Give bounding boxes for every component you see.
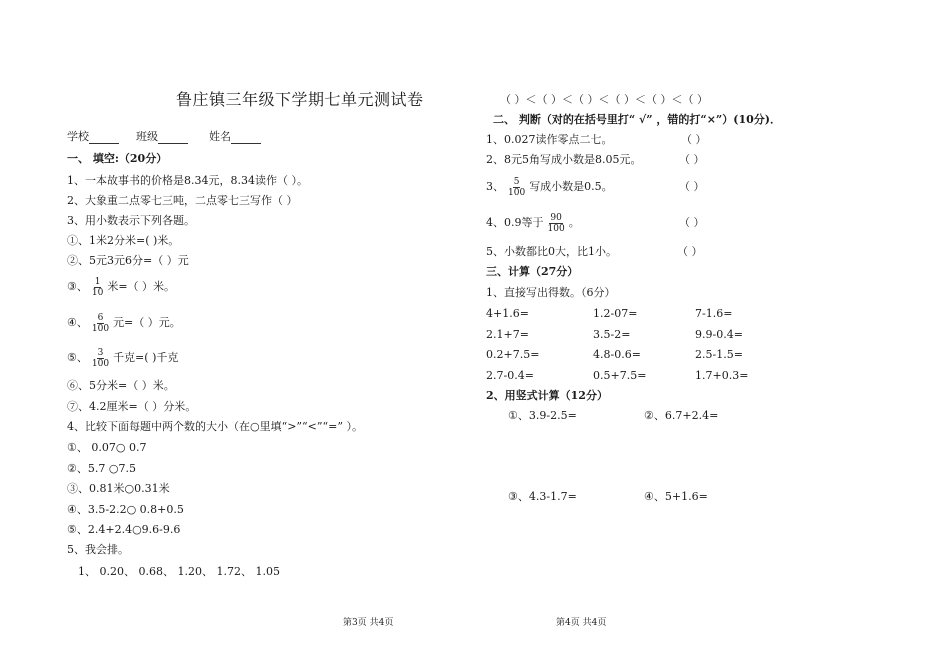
vertical-calc-4: ④、5+1.6= — [644, 490, 708, 503]
judge-3 — [486, 174, 613, 200]
question-4-1: ①、 0.07○ 0.7 — [67, 441, 147, 454]
question-4-2: ②、5.7 ○7.5 — [67, 462, 136, 475]
question-3-7: ⑦、4.2厘米=（ ）分米。 — [67, 400, 197, 413]
calc-item: 9.9-0.4= — [695, 328, 743, 341]
q3-3-prefix: ③、 — [67, 280, 88, 293]
judge-1 — [486, 133, 613, 147]
fraction-denominator: 100 — [547, 223, 565, 234]
judge-1-paren: （ ） — [681, 133, 707, 146]
section2-heading: 二、 判断（对的在括号里打“ √” ，错的打“×”）(10分)． — [493, 113, 781, 126]
fraction-denominator: 10 — [91, 287, 104, 298]
vertical-calc-2: ②、6.7+2.4= — [644, 409, 719, 422]
footer-right: 第4页 共4页 — [556, 618, 607, 628]
page-title: 鲁庄镇三年级下学期七单元测试卷 — [176, 90, 424, 109]
calc-item: 4+1.6= — [486, 307, 529, 320]
vertical-calc-3: ③、4.3-1.7= — [508, 490, 577, 503]
question-3-5 — [67, 345, 178, 371]
question-3-3 — [67, 274, 175, 300]
judge-3-paren: （ ） — [679, 180, 705, 193]
fraction — [91, 277, 104, 298]
judge-3-suffix: 写成小数是0.5。 — [529, 180, 613, 193]
calc-item: 2.7-0.4= — [486, 369, 534, 382]
question-4-3: ③、0.81米○0.31米 — [67, 482, 170, 495]
info-fields — [67, 130, 261, 144]
judge-1-text: 1、0.027读作零点二七。 — [486, 133, 613, 146]
question-3-1: ①、1米2分米=( )米。 — [67, 234, 180, 247]
fraction-numerator: 90 — [550, 212, 562, 223]
fraction-numerator: 1 — [94, 276, 101, 287]
fraction-numerator: 6 — [97, 312, 104, 323]
question-5-1: 1、 0.20、 0.68、 1.20、 1.72、 1.05 — [78, 565, 280, 578]
calc-2-heading: 2、用竖式计算（12分） — [486, 389, 608, 402]
judge-2-paren: （ ） — [679, 153, 705, 166]
q3-5-suffix: 千克=( )千克 — [113, 351, 179, 364]
order-line: （ ）＜（ ）＜（ ）＜（ ）＜（ ）＜（ ） — [500, 93, 708, 106]
judge-2: 2、8元5角写成小数是8.05元。 — [486, 153, 642, 166]
footer-left: 第3页 共4页 — [343, 618, 394, 628]
calc-item: 0.2+7.5= — [486, 348, 540, 361]
school-blank — [89, 132, 119, 144]
q3-5-prefix: ⑤、 — [67, 351, 88, 364]
fraction-denominator: 100 — [91, 323, 110, 334]
calc-item: 7-1.6= — [695, 307, 733, 320]
fraction-numerator: 3 — [97, 347, 104, 358]
question-3-6: ⑥、5分米=（ ）米。 — [67, 379, 175, 392]
judge-4 — [486, 210, 580, 236]
fraction — [547, 213, 566, 234]
fraction-denominator: 100 — [91, 358, 110, 369]
fraction — [507, 177, 526, 198]
calc-item: 4.8-0.6= — [593, 348, 641, 361]
q3-4-prefix: ④、 — [67, 316, 88, 329]
name-blank — [231, 132, 261, 144]
question-4: 4、比较下面每题中两个数的大小（在○里填“>”“<”“=” ）。 — [67, 420, 363, 433]
judge-5: 5、小数都比0大，比1小。 — [486, 245, 617, 258]
question-2: 2、大象重二点零七三吨，二点零七三写作（ ） — [67, 194, 298, 207]
fraction — [91, 313, 110, 334]
section3-heading: 三、计算（27分） — [486, 265, 579, 278]
calc-item: 1.2-07= — [593, 307, 638, 320]
class-label: 班级 — [136, 130, 158, 143]
fraction — [91, 348, 110, 369]
q3-3-suffix: 米=（ ）米。 — [107, 280, 176, 293]
question-4-5: ⑤、2.4+2.4○9.6-9.6 — [67, 523, 181, 536]
calc-item: 2.1+7= — [486, 328, 529, 341]
calc-item: 3.5-2= — [593, 328, 631, 341]
fraction-denominator: 100 — [508, 187, 526, 198]
question-3: 3、用小数表示下列各题。 — [67, 214, 195, 227]
name-label: 姓名 — [209, 130, 231, 143]
class-blank — [158, 132, 188, 144]
vertical-calc-1: ①、3.9-2.5= — [508, 409, 577, 422]
question-3-4 — [67, 310, 181, 336]
calc-item: 0.5+7.5= — [593, 369, 647, 382]
judge-5-paren: （ ） — [677, 245, 703, 258]
section1-heading: 一、 填空:（20分） — [67, 152, 168, 165]
judge-4-paren: （ ） — [679, 216, 705, 229]
judge-4-suffix: 。 — [568, 216, 580, 229]
q3-4-suffix: 元=（ ）元。 — [113, 316, 181, 329]
question-4-4: ④、3.5-2.2○ 0.8+0.5 — [67, 503, 184, 516]
question-5: 5、我会排。 — [67, 543, 129, 556]
question-1: 1、一本故事书的价格是8.34元，8.34读作（ ）。 — [67, 174, 308, 187]
fraction-numerator: 5 — [513, 176, 520, 187]
calc-1-heading: 1、直接写出得数。（6分） — [486, 286, 616, 299]
judge-3-prefix: 3、 — [486, 180, 504, 193]
calc-item: 2.5-1.5= — [695, 348, 743, 361]
calc-item: 1.7+0.3= — [695, 369, 749, 382]
judge-4-prefix: 4、0.9等于 — [486, 216, 544, 229]
school-label: 学校 — [67, 130, 89, 143]
question-3-2: ②、5元3元6分=（ ）元 — [67, 254, 189, 267]
